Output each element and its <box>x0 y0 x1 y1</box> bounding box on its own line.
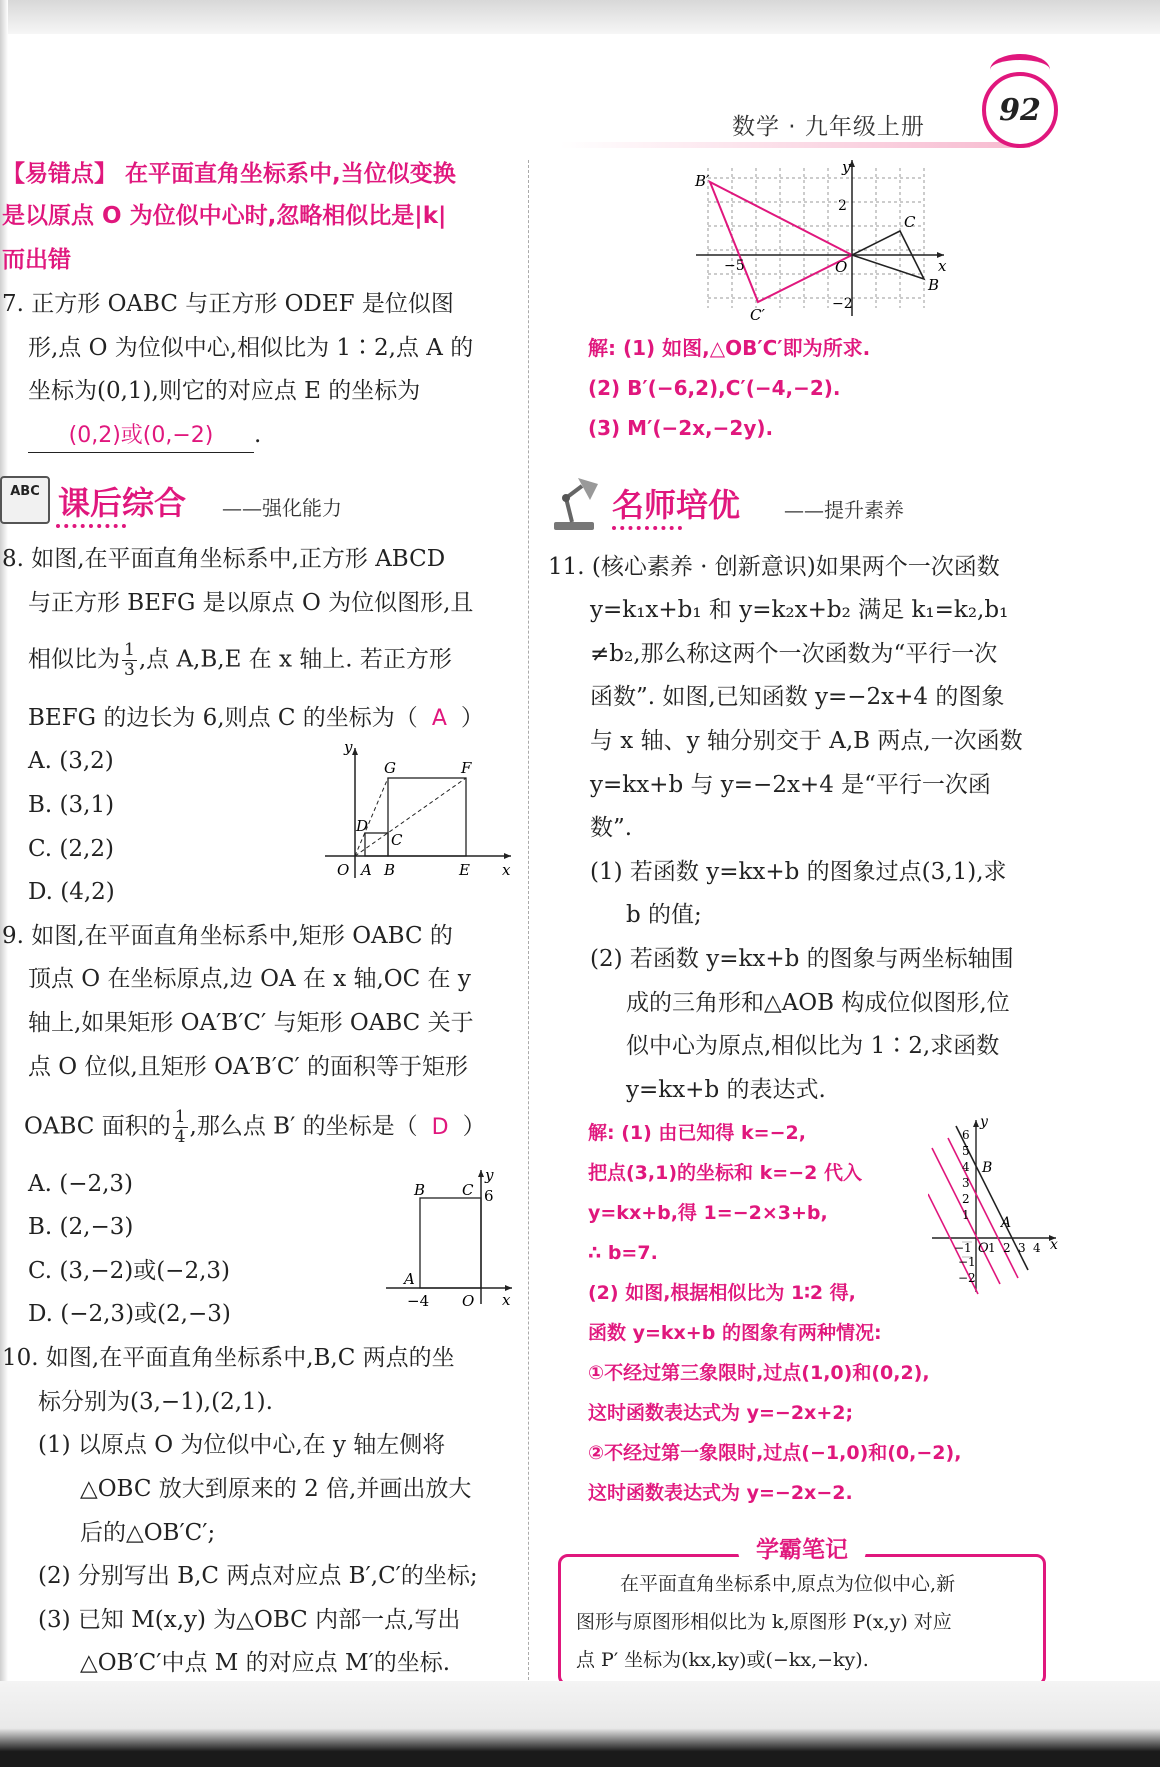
q9-line5b: ,那么点 B′ 的坐标是（ <box>189 1113 418 1140</box>
q10-label-b: B <box>928 276 940 294</box>
section-teacher <box>548 472 968 534</box>
q8-label-y: y <box>344 742 353 756</box>
q11-tick-xneg1: −1 <box>954 1241 972 1255</box>
q11-y-arrow <box>973 1120 979 1127</box>
study-note-line2: 图形与原图形相似比为 k,原图形 P(x,y) 对应 <box>576 1611 952 1633</box>
q8-fraction <box>122 641 137 680</box>
q9-fraction <box>173 1108 188 1147</box>
q7-answer-line <box>28 419 261 453</box>
q10-line2: 标分别为(3,−1),(2,1). <box>38 1389 273 1415</box>
study-note-line1: 在平面直角坐标系中,原点为位似中心,新 <box>620 1573 956 1595</box>
q9-label-y: y <box>485 1166 494 1184</box>
q8-square-abcd <box>365 833 388 856</box>
desk-lamp-icon <box>548 472 604 532</box>
page-top-shadow <box>0 0 1160 34</box>
q9-line2: 顶点 O 在坐标原点,边 OA 在 x 轴,OC 在 y <box>28 966 471 992</box>
q11-solution-1: 解: (1) 由已知得 k=−2, <box>588 1122 806 1144</box>
q7-end: . <box>254 422 262 448</box>
q10-line1: 10. 如图,在平面直角坐标系中,B,C 两点的坐 <box>2 1345 455 1371</box>
q11-solution-6: 函数 y=kx+b 的图象有两种情况: <box>588 1322 882 1344</box>
page-number-badge <box>982 72 1058 148</box>
q8-frac-num: 1 <box>124 640 135 660</box>
section2-dots <box>612 526 682 530</box>
q8-line1: 8. 如图,在平面直角坐标系中,正方形 ABCD <box>2 546 446 572</box>
q10-p3b: △OB′C′中点 M 的对应点 M′的坐标. <box>80 1650 451 1676</box>
q9-line3: 轴上,如果矩形 OA′B′C′ 与矩形 OABC 关于 <box>28 1010 474 1036</box>
q10-figure <box>690 158 952 320</box>
q9-option-a: A. (−2,3) <box>28 1171 134 1197</box>
q9-figure <box>380 1164 516 1312</box>
q8-label-x: x <box>502 861 511 878</box>
q8-frac-den: 3 <box>124 660 135 680</box>
q9-label-c: C <box>462 1181 474 1199</box>
abc-icon-text: ABC <box>10 484 40 499</box>
q9-label-a: A <box>404 1270 415 1288</box>
q9-answer: D <box>431 1114 449 1140</box>
q10-label-c-prime: C′ <box>750 306 765 320</box>
q11-p1a: (1) 若函数 y=kx+b 的图象过点(3,1),求 <box>590 859 1007 885</box>
q11-line7: 数”. <box>590 815 633 841</box>
q11-tick-y1: 1 <box>962 1208 970 1222</box>
q9-line1: 9. 如图,在平面直角坐标系中,矩形 OABC 的 <box>2 923 453 949</box>
q9-label-o: O <box>462 1292 475 1310</box>
q8-option-d: D. (4,2) <box>28 879 115 905</box>
q10-p1b: △OBC 放大到原来的 2 倍,并画出放大 <box>80 1476 472 1502</box>
q8-line3 <box>28 641 452 680</box>
section-after-class <box>0 470 380 532</box>
q11-label-y: y <box>980 1114 988 1130</box>
q11-solution-2: 把点(3,1)的坐标和 k=−2 代入 <box>588 1162 862 1184</box>
q11-line5: 与 x 轴、y 轴分别交于 A,B 两点,一次函数 <box>590 728 1023 754</box>
q11-line2: y=k₁x+b₁ 和 y=k₂x+b₂ 满足 k₁=k₂,b₁ <box>590 597 1009 623</box>
q11-tick-y6: 6 <box>962 1128 970 1142</box>
q8-line4a: BEFG 的边长为 6,则点 C 的坐标为（ <box>28 705 418 731</box>
q11-p2c: 似中心为原点,相似比为 1∶2,求函数 <box>626 1033 1000 1059</box>
q9-label-6: 6 <box>484 1187 494 1205</box>
q11-tick-x2: 2 <box>1003 1241 1011 1255</box>
q11-label-b: B <box>982 1160 993 1176</box>
header-title: 数学 · 九年级上册 <box>732 114 925 140</box>
q8-label-g: G <box>384 759 396 777</box>
section1-dots <box>56 524 126 528</box>
tip-line2: 是以原点 O 为位似中心时,忽略相似比是|k| <box>2 203 447 229</box>
section-after-class-subtitle: ——强化能力 <box>222 496 342 520</box>
q10-label-2: 2 <box>838 198 847 214</box>
q9-line5a: OABC 面积的 <box>24 1113 171 1140</box>
q8-label-b: B <box>384 861 396 878</box>
tip-label: 【易错点】 <box>2 161 117 187</box>
q8-x-arrow <box>504 853 511 859</box>
q9-label-b: B <box>414 1181 426 1199</box>
q10-grid <box>708 168 924 308</box>
q8-close: ） <box>460 705 484 731</box>
q10-p2: (2) 分别写出 B,C 两点对应点 B′,C′的坐标; <box>38 1563 478 1589</box>
q11-solution-4: ∴ b=7. <box>588 1242 658 1264</box>
page-number: 92 <box>999 92 1041 128</box>
q11-solution-3: y=kx+b,得 1=−2×3+b, <box>588 1202 828 1224</box>
q10-solution-3: (3) M′(−2x,−2y). <box>588 416 774 440</box>
tip-line1 <box>2 158 456 190</box>
q10-label-neg2: −2 <box>832 296 853 312</box>
q9-label-neg4: −4 <box>407 1292 430 1310</box>
q9-line4: 点 O 位似,且矩形 OA′B′C′ 的面积等于矩形 <box>28 1054 469 1080</box>
q7-line1: 7. 正方形 OABC 与正方形 ODEF 是位似图 <box>2 291 454 317</box>
q11-tick-yneg2: −2 <box>958 1271 976 1285</box>
q9-option-b: B. (2,−3) <box>28 1214 134 1240</box>
q8-label-e: E <box>459 861 470 878</box>
q11-solution-8: 这时函数表达式为 y=−2x+2; <box>588 1402 854 1424</box>
section-teacher-title: 名师培优 <box>612 486 741 524</box>
tip-line3: 而出错 <box>2 247 71 273</box>
q8-figure <box>325 742 515 878</box>
q10-p1c: 后的△OB′C′; <box>80 1520 216 1546</box>
q8-y-arrow <box>352 748 358 755</box>
section-teacher-subtitle: ——提升素养 <box>784 498 904 522</box>
q11-tick-y5: 5 <box>962 1144 970 1158</box>
q9-rectangle <box>420 1198 481 1288</box>
q11-p2b: 成的三角形和△AOB 构成位似图形,位 <box>626 990 1010 1016</box>
q11-label-x: x <box>1050 1237 1058 1253</box>
q10-label-neg5: −5 <box>724 258 745 274</box>
q7-answer: (0,2)或(0,−2) <box>28 420 254 453</box>
q10-triangle-enlarged <box>710 182 852 302</box>
q10-solution-1: 解: (1) 如图,△OB′C′即为所求. <box>588 336 871 360</box>
q11-line1: 11. (核心素养 · 创新意识)如果两个一次函数 <box>548 554 1000 580</box>
q11-solution-9: ②不经过第一象限时,过点(−1,0)和(0,−2), <box>588 1442 962 1464</box>
q11-p2d: y=kx+b 的表达式. <box>626 1077 826 1103</box>
q10-label-y: y <box>842 158 851 176</box>
q11-figure <box>928 1114 1060 1296</box>
q11-tick-x1: 1 <box>988 1241 996 1255</box>
q10-label-c: C <box>904 213 916 231</box>
q9-option-c: C. (3,−2)或(−2,3) <box>28 1258 230 1284</box>
q8-option-a: A. (3,2) <box>28 748 114 774</box>
q11-solution-7: ①不经过第三象限时,过点(1,0)和(0,2), <box>588 1362 930 1384</box>
q8-line3b: ,点 A,B,E 在 x 轴上. 若正方形 <box>138 646 452 673</box>
q8-answer: A <box>431 706 447 731</box>
q9-frac-num: 1 <box>174 1107 186 1127</box>
q11-tick-y4: 4 <box>962 1160 970 1174</box>
abc-book-icon <box>0 476 50 524</box>
q8-line4 <box>28 702 484 735</box>
q8-label-o: O <box>337 861 350 878</box>
q11-p1b: b 的值; <box>626 902 702 928</box>
q10-label-o: O <box>835 258 848 276</box>
q10-p3a: (3) 已知 M(x,y) 为△OBC 内部一点,写出 <box>38 1607 461 1633</box>
q11-tick-x4: 4 <box>1033 1241 1041 1255</box>
column-divider <box>528 160 529 1700</box>
q9-y-arrow <box>478 1170 484 1177</box>
q7-line3: 坐标为(0,1),则它的对应点 E 的坐标为 <box>28 378 421 404</box>
q8-label-a: A <box>361 861 372 878</box>
q8-option-c: C. (2,2) <box>28 836 114 862</box>
study-note-title: 学霸笔记 <box>738 1533 866 1567</box>
q10-p1a: (1) 以原点 O 为位似中心,在 y 轴左侧将 <box>38 1432 446 1458</box>
q8-label-d: D <box>356 817 369 835</box>
q9-frac-den: 4 <box>174 1127 186 1147</box>
q9-label-x: x <box>502 1291 511 1309</box>
q9-close: ） <box>462 1113 486 1140</box>
tip-text1: 在平面直角坐标系中,当位似变换 <box>125 161 456 187</box>
q8-label-c: C <box>391 831 403 849</box>
q11-tick-y3: 3 <box>962 1176 970 1190</box>
header-rule <box>560 142 1030 148</box>
q9-option-d: D. (−2,3)或(2,−3) <box>28 1301 231 1327</box>
q11-line3: ≠b₂,那么称这两个一次函数为“平行一次 <box>590 641 998 667</box>
q8-option-b: B. (3,1) <box>28 792 115 818</box>
q8-label-f: F <box>461 759 472 777</box>
q10-solution-2: (2) B′(−6,2),C′(−4,−2). <box>588 376 841 400</box>
q11-label-a: A <box>1001 1215 1012 1231</box>
q9-line5 <box>24 1108 486 1147</box>
q10-label-x: x <box>938 257 947 275</box>
q11-tick-x3: 3 <box>1018 1241 1026 1255</box>
page-bottom-shadow <box>0 1681 1160 1767</box>
q11-tick-yneg1: −1 <box>958 1255 976 1269</box>
q11-p2a: (2) 若函数 y=kx+b 的图象与两坐标轴围 <box>590 946 1014 972</box>
q11-line4: 函数”. 如图,已知函数 y=−2x+4 的图象 <box>590 684 1005 710</box>
q11-line6: y=kx+b 与 y=−2x+4 是“平行一次函 <box>590 772 991 798</box>
q8-line3a: 相似比为 <box>28 646 120 673</box>
q11-solution-10: 这时函数表达式为 y=−2x−2. <box>588 1482 853 1504</box>
section-after-class-title: 课后综合 <box>58 484 187 522</box>
q11-solution-5: (2) 如图,根据相似比为 1∶2 得, <box>588 1282 856 1304</box>
q10-label-b-prime: B′ <box>695 172 710 190</box>
q8-line2: 与正方形 BEFG 是以原点 O 为位似图形,且 <box>28 590 474 616</box>
q7-line2: 形,点 O 为位似中心,相似比为 1∶2,点 A 的 <box>28 335 474 361</box>
q11-label-o: O <box>978 1241 989 1256</box>
study-note-line3: 点 P′ 坐标为(kx,ky)或(−kx,−ky). <box>576 1649 869 1671</box>
q11-tick-y2: 2 <box>962 1192 970 1206</box>
